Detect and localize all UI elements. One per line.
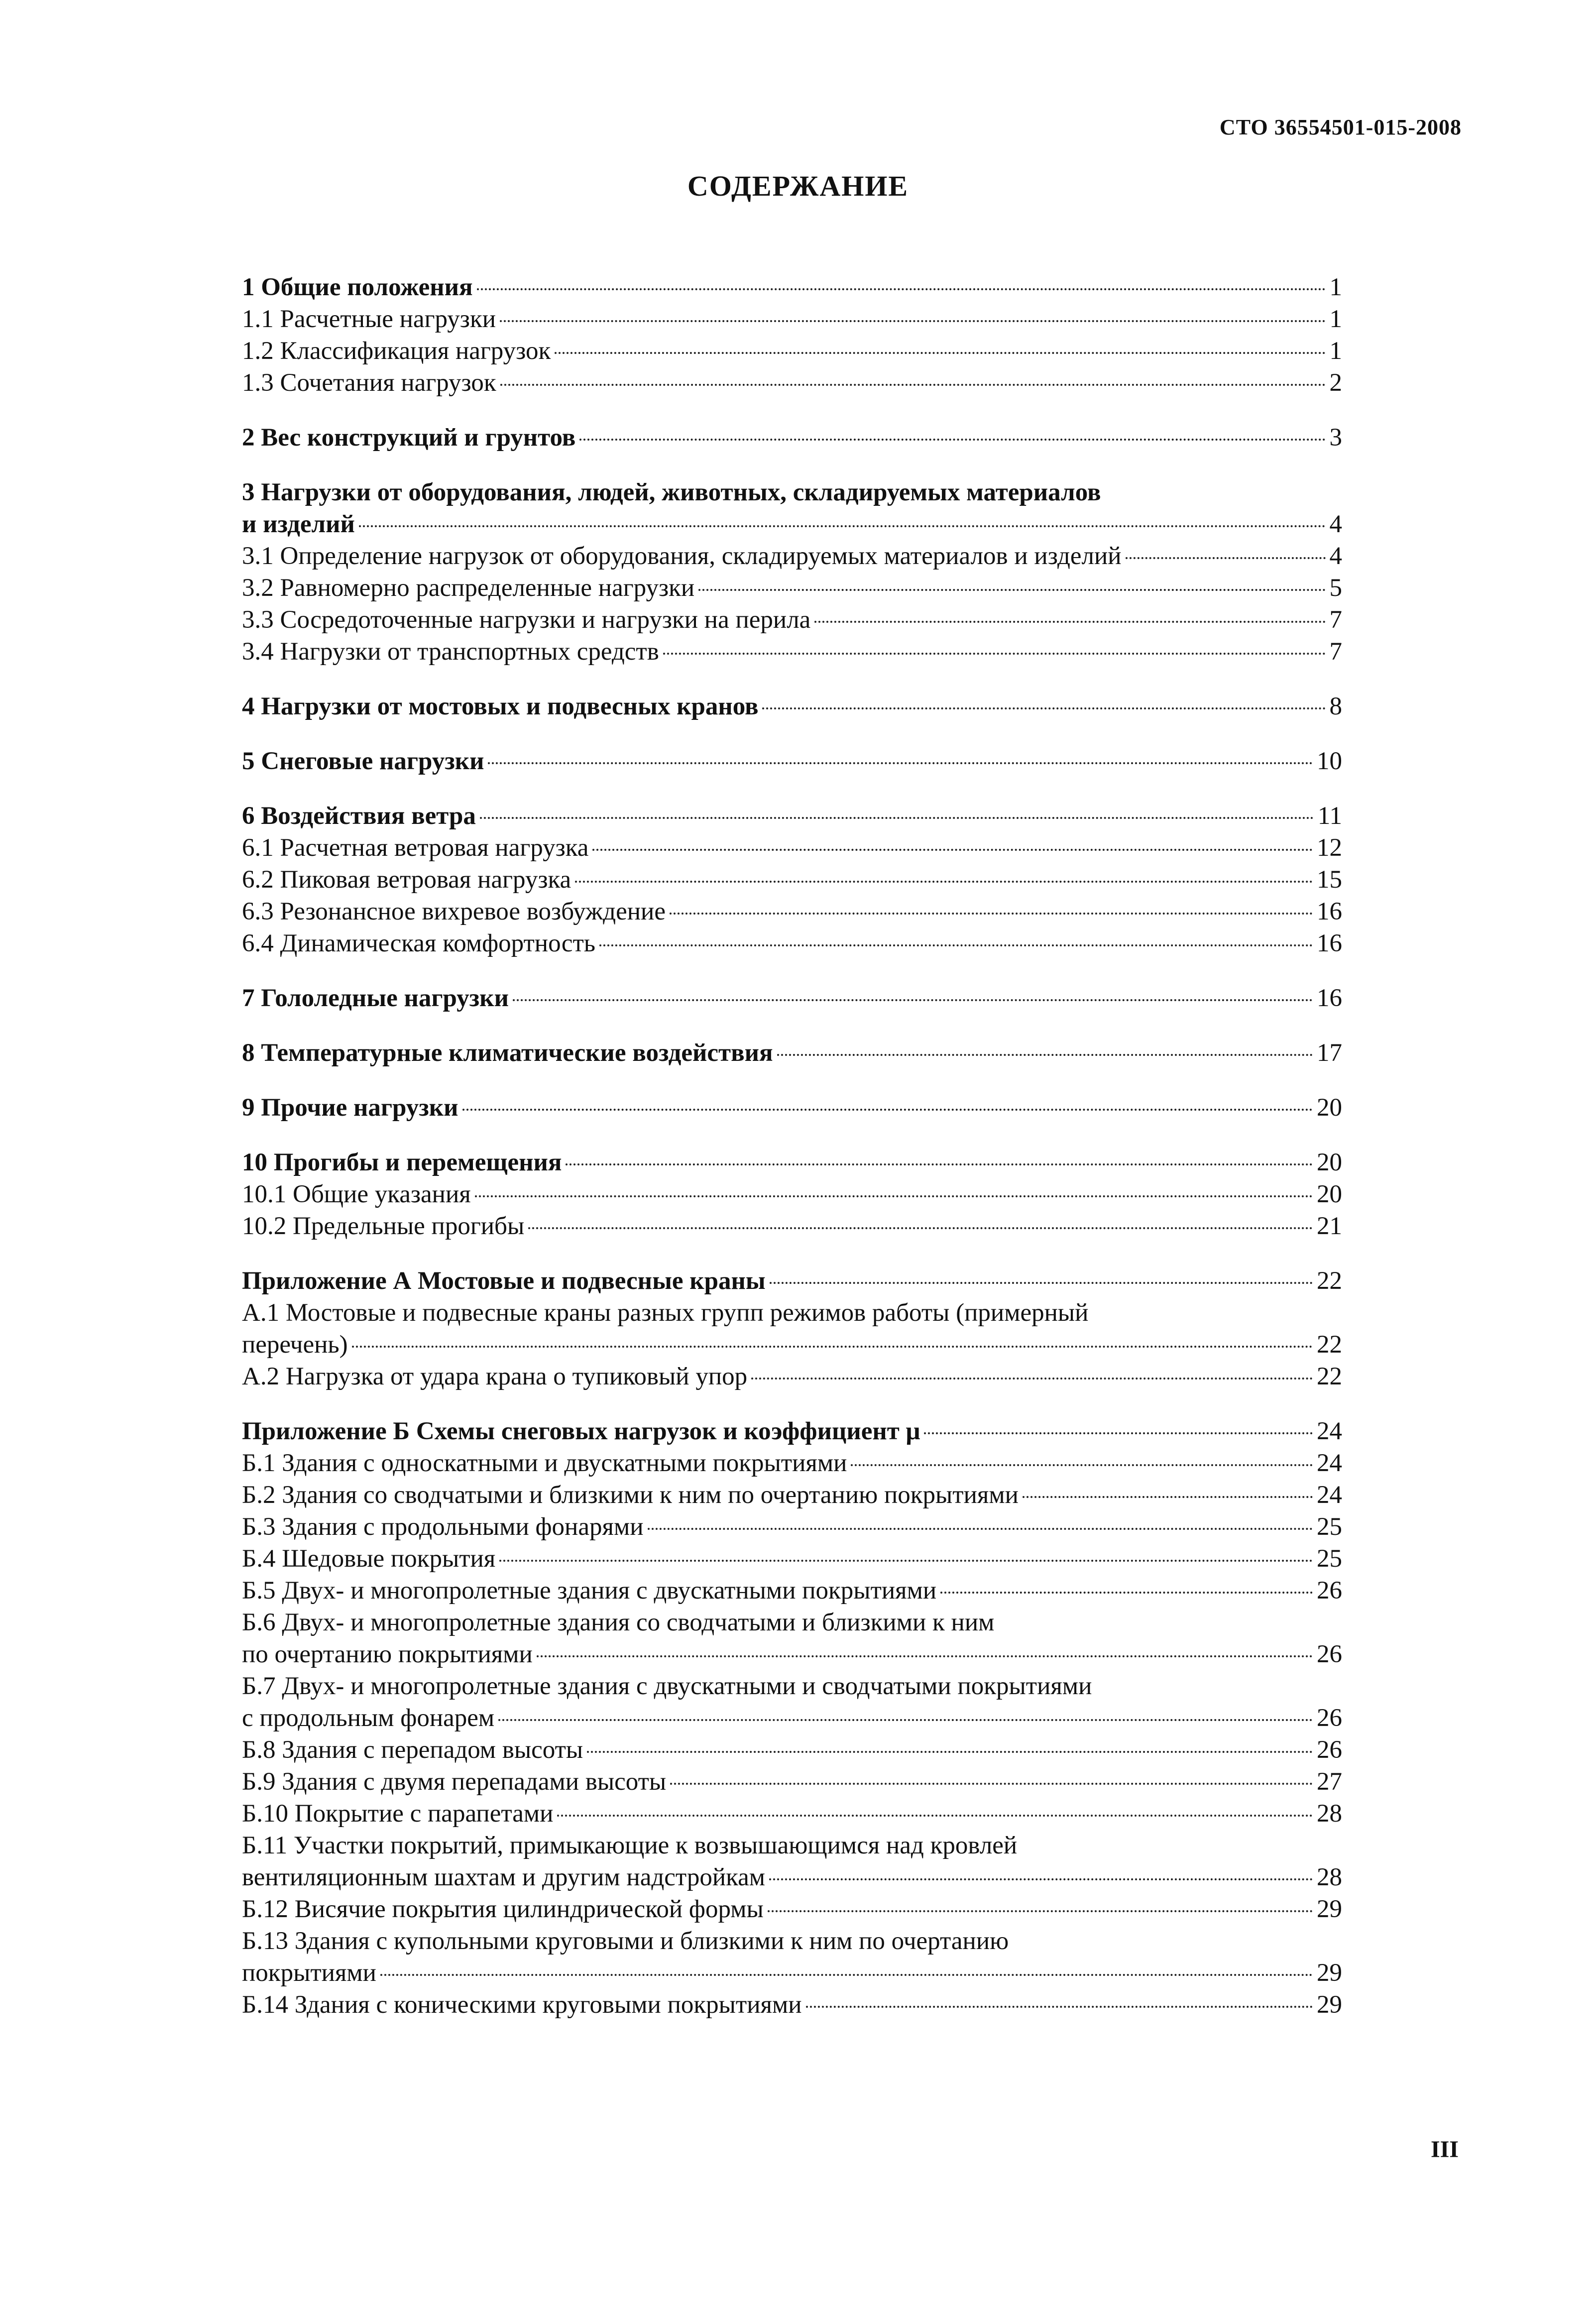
toc-entry-label: 6.2 Пиковая ветровая нагрузка bbox=[242, 866, 571, 894]
toc-entry-page: 25 bbox=[1317, 1545, 1342, 1573]
toc-entry-label: 8 Температурные климатические воздействия bbox=[242, 1039, 773, 1067]
toc-entry-label: покрытиями bbox=[242, 1959, 376, 1987]
toc-entry[interactable] bbox=[242, 1861, 1342, 1893]
page-title: СОДЕРЖАНИЕ bbox=[687, 170, 909, 202]
toc-entry-page: 25 bbox=[1317, 1513, 1342, 1541]
dot-leader bbox=[768, 1910, 1313, 1912]
toc-entry-page: 28 bbox=[1317, 1800, 1342, 1828]
toc-entry-label: 6 Воздействия ветра bbox=[242, 802, 476, 830]
dot-leader bbox=[769, 1878, 1313, 1880]
toc-entry-label: 3.3 Сосредоточенные нагрузки и нагрузки на перила bbox=[242, 606, 811, 634]
dot-leader bbox=[814, 621, 1325, 623]
toc-entry-label: 3.1 Определение нагрузок от оборудования, складируемых материалов и изделий bbox=[242, 542, 1122, 570]
dot-leader bbox=[587, 1751, 1313, 1753]
toc-entry[interactable] bbox=[242, 1798, 1342, 1830]
toc-entry[interactable] bbox=[242, 982, 1342, 1014]
dot-leader bbox=[762, 707, 1325, 709]
dot-leader bbox=[579, 439, 1325, 441]
toc-entry-label: вентиляционным шахтам и другим надстройкам bbox=[242, 1863, 766, 1891]
toc-entry[interactable] bbox=[242, 1734, 1342, 1766]
toc-entry-page: 20 bbox=[1317, 1149, 1342, 1176]
toc-entry-page: 1 bbox=[1329, 273, 1342, 301]
toc-entry-line: Б.13 Здания с купольными круговыми и близкими к ним по очертанию bbox=[242, 1927, 1009, 1955]
toc-entry-page: 22 bbox=[1317, 1267, 1342, 1295]
toc-entry-label: 6.4 Динамическая комфортность bbox=[242, 929, 596, 957]
toc-entry[interactable] bbox=[242, 1479, 1342, 1511]
dot-leader bbox=[499, 1560, 1313, 1562]
toc-entry[interactable] bbox=[242, 422, 1342, 454]
dot-leader bbox=[575, 881, 1313, 883]
dot-leader bbox=[359, 525, 1326, 527]
dot-leader bbox=[380, 1974, 1313, 1976]
toc-entry[interactable] bbox=[242, 1210, 1342, 1242]
toc-entry[interactable] bbox=[242, 1037, 1342, 1069]
toc-entry-label: 1.2 Классификация нагрузок bbox=[242, 337, 551, 365]
toc-entry[interactable] bbox=[242, 540, 1342, 572]
toc-entry-label: 1.1 Расчетные нагрузки bbox=[242, 305, 496, 333]
dot-leader bbox=[513, 999, 1313, 1001]
toc-entry[interactable] bbox=[242, 1511, 1342, 1543]
toc-entry-line: А.1 Мостовые и подвесные краны разных групп режимов работы (примерный bbox=[242, 1299, 1089, 1327]
dot-leader bbox=[477, 288, 1326, 290]
toc-entry[interactable] bbox=[242, 1893, 1342, 1925]
toc-entry-label: 9 Прочие нагрузки bbox=[242, 1094, 458, 1122]
dot-leader bbox=[940, 1592, 1313, 1594]
toc-entry-page: 11 bbox=[1317, 802, 1342, 830]
document-code: СТО 36554501-015-2008 bbox=[1219, 115, 1462, 139]
toc-entry[interactable] bbox=[242, 1957, 1342, 1989]
toc-entry-page: 26 bbox=[1317, 1704, 1342, 1732]
toc-entry-label: 3.2 Равномерно распределенные нагрузки bbox=[242, 574, 695, 602]
toc-entry[interactable] bbox=[242, 1575, 1342, 1607]
toc-entry-label: 6.1 Расчетная ветровая нагрузка bbox=[242, 834, 589, 862]
dot-leader bbox=[851, 1464, 1313, 1466]
toc-entry-label: Б.10 Покрытие с парапетами bbox=[242, 1800, 554, 1828]
toc-entry-label: и изделий bbox=[242, 510, 355, 538]
toc-entry-page: 15 bbox=[1317, 866, 1342, 894]
toc-entry-label: А.2 Нагрузка от удара крана о тупиковый упор bbox=[242, 1363, 748, 1390]
toc-entry[interactable] bbox=[242, 1766, 1342, 1798]
toc-entry-label: 10 Прогибы и перемещения bbox=[242, 1149, 562, 1176]
toc-entry-page: 26 bbox=[1317, 1736, 1342, 1764]
toc-entry-page: 2 bbox=[1329, 369, 1342, 397]
toc-entry-label: перечень) bbox=[242, 1331, 348, 1359]
toc-entry-page: 20 bbox=[1317, 1094, 1342, 1122]
dot-leader bbox=[498, 1719, 1313, 1721]
toc-entry-page: 24 bbox=[1317, 1481, 1342, 1509]
toc-entry-label: 7 Гололедные нагрузки bbox=[242, 984, 509, 1012]
toc-entry-label: Б.1 Здания с односкатными и двускатными покрытиями bbox=[242, 1449, 847, 1477]
toc-entry-page: 1 bbox=[1329, 337, 1342, 365]
toc-entry[interactable] bbox=[242, 1329, 1342, 1361]
dot-leader bbox=[698, 589, 1325, 591]
dot-leader bbox=[500, 320, 1325, 322]
toc-entry-page: 4 bbox=[1329, 542, 1342, 570]
toc-entry[interactable] bbox=[242, 1415, 1342, 1447]
toc-entry-line: Б.11 Участки покрытий, примыкающие к возвышающимся над кровлей bbox=[242, 1832, 1018, 1859]
toc-entry-page: 22 bbox=[1317, 1363, 1342, 1390]
table-of-contents bbox=[242, 271, 1342, 2021]
toc-entry[interactable] bbox=[242, 1638, 1342, 1670]
dot-leader bbox=[462, 1109, 1313, 1111]
dot-leader bbox=[663, 653, 1326, 655]
toc-entry-label: Приложение Б Схемы снеговых нагрузок и коэффициент μ bbox=[242, 1417, 920, 1445]
toc-entry-label: Б.2 Здания со сводчатыми и близкими к ним по очертанию покрытиями bbox=[242, 1481, 1019, 1509]
toc-entry-page: 29 bbox=[1317, 1991, 1342, 2019]
toc-entry-page: 24 bbox=[1317, 1417, 1342, 1445]
toc-entry-label: 2 Вес конструкций и грунтов bbox=[242, 424, 576, 452]
toc-entry-page: 3 bbox=[1329, 424, 1342, 452]
toc-entry[interactable] bbox=[242, 1447, 1342, 1479]
toc-entry-label: по очертанию покрытиями bbox=[242, 1640, 533, 1668]
toc-entry[interactable] bbox=[242, 864, 1342, 896]
toc-entry[interactable] bbox=[242, 335, 1342, 367]
toc-entry-label: 3.4 Нагрузки от транспортных средств bbox=[242, 638, 659, 666]
toc-entry-page: 26 bbox=[1317, 1577, 1342, 1605]
page-number: III bbox=[1430, 2136, 1459, 2163]
toc-entry-page: 29 bbox=[1317, 1959, 1342, 1987]
toc-entry[interactable] bbox=[242, 303, 1342, 335]
toc-entry-page: 28 bbox=[1317, 1863, 1342, 1891]
dot-leader bbox=[770, 1282, 1313, 1284]
toc-entry[interactable] bbox=[242, 896, 1342, 927]
toc-entry[interactable] bbox=[242, 1265, 1342, 1297]
toc-entry[interactable] bbox=[242, 745, 1342, 777]
toc-entry-page: 26 bbox=[1317, 1640, 1342, 1668]
toc-entry-page: 1 bbox=[1329, 305, 1342, 333]
dot-leader bbox=[751, 1378, 1313, 1380]
toc-entry[interactable] bbox=[242, 367, 1342, 399]
toc-entry-label: 6.3 Резонансное вихревое возбуждение bbox=[242, 898, 666, 925]
dot-leader bbox=[500, 384, 1326, 386]
toc-entry-line: 3 Нагрузки от оборудования, людей, животных, складируемых материалов bbox=[242, 478, 1101, 506]
toc-entry-label: 10.1 Общие указания bbox=[242, 1180, 471, 1208]
toc-entry-label: 5 Снеговые нагрузки bbox=[242, 747, 484, 775]
toc-entry-page: 16 bbox=[1317, 929, 1342, 957]
dot-leader bbox=[1126, 557, 1326, 559]
toc-entry-label: 4 Нагрузки от мостовых и подвесных кранов bbox=[242, 692, 759, 720]
toc-entry[interactable] bbox=[242, 572, 1342, 604]
toc-entry-label: Б.12 Висячие покрытия цилиндрической формы bbox=[242, 1895, 764, 1923]
toc-entry-page: 16 bbox=[1317, 898, 1342, 925]
dot-leader bbox=[555, 352, 1325, 354]
dot-leader bbox=[537, 1655, 1313, 1657]
dot-leader bbox=[599, 944, 1313, 946]
toc-entry[interactable] bbox=[242, 1361, 1342, 1392]
toc-entry-label: Б.3 Здания с продольными фонарями bbox=[242, 1513, 644, 1541]
toc-entry-page: 24 bbox=[1317, 1449, 1342, 1477]
toc-entry[interactable] bbox=[242, 1989, 1342, 2021]
toc-entry-page: 22 bbox=[1317, 1331, 1342, 1359]
toc-entry-line: Б.6 Двух- и многопролетные здания со сводчатыми и близкими к ним bbox=[242, 1609, 995, 1636]
dot-leader bbox=[528, 1227, 1313, 1229]
toc-entry-page: 10 bbox=[1317, 747, 1342, 775]
toc-entry-label: 1 Общие положения bbox=[242, 273, 473, 301]
toc-entry[interactable] bbox=[242, 1092, 1342, 1124]
dot-leader bbox=[592, 849, 1313, 851]
dot-leader bbox=[806, 2006, 1313, 2008]
toc-entry-label: 1.3 Сочетания нагрузок bbox=[242, 369, 496, 397]
dot-leader bbox=[670, 913, 1313, 915]
toc-entry[interactable] bbox=[242, 1178, 1342, 1210]
toc-entry-page: 29 bbox=[1317, 1895, 1342, 1923]
dot-leader bbox=[557, 1815, 1313, 1817]
toc-entry[interactable] bbox=[242, 691, 1342, 722]
toc-entry[interactable] bbox=[242, 604, 1342, 636]
toc-entry-label: Б.4 Шедовые покрытия bbox=[242, 1545, 496, 1573]
toc-entry-line: Б.7 Двух- и многопролетные здания с двускатными и сводчатыми покрытиями bbox=[242, 1672, 1092, 1700]
toc-entry-page: 16 bbox=[1317, 984, 1342, 1012]
toc-entry[interactable] bbox=[242, 1543, 1342, 1575]
dot-leader bbox=[924, 1432, 1313, 1434]
dot-leader bbox=[777, 1054, 1313, 1056]
toc-entry-page: 8 bbox=[1329, 692, 1342, 720]
dot-leader bbox=[475, 1195, 1313, 1197]
toc-entry-label: с продольным фонарем bbox=[242, 1704, 495, 1732]
dot-leader bbox=[480, 817, 1314, 819]
toc-entry-label: Б.14 Здания с коническими круговыми покрытиями bbox=[242, 1991, 802, 2019]
toc-entry[interactable] bbox=[242, 636, 1342, 668]
toc-entry[interactable] bbox=[242, 832, 1342, 864]
dot-leader bbox=[1023, 1496, 1313, 1498]
toc-entry[interactable] bbox=[242, 800, 1342, 832]
toc-entry-label: Б.8 Здания с перепадом высоты bbox=[242, 1736, 583, 1764]
dot-leader bbox=[352, 1346, 1313, 1348]
toc-entry-page: 12 bbox=[1317, 834, 1342, 862]
dot-leader bbox=[648, 1528, 1313, 1530]
dot-leader bbox=[670, 1783, 1313, 1785]
toc-entry-label: Б.9 Здания с двумя перепадами высоты bbox=[242, 1768, 667, 1796]
toc-entry-label: Б.5 Двух- и многопролетные здания с двускатными покрытиями bbox=[242, 1577, 937, 1605]
toc-entry-page: 20 bbox=[1317, 1180, 1342, 1208]
toc-entry-page: 17 bbox=[1317, 1039, 1342, 1067]
toc-entry-page: 27 bbox=[1317, 1768, 1342, 1796]
toc-entry[interactable] bbox=[242, 927, 1342, 959]
toc-entry-label: Приложение А Мостовые и подвесные краны bbox=[242, 1267, 766, 1295]
toc-entry-page: 4 bbox=[1329, 510, 1342, 538]
toc-entry-page: 21 bbox=[1317, 1212, 1342, 1240]
dot-leader bbox=[488, 762, 1313, 764]
toc-entry-label: 10.2 Предельные прогибы bbox=[242, 1212, 525, 1240]
dot-leader bbox=[566, 1163, 1313, 1165]
toc-entry[interactable] bbox=[242, 271, 1342, 303]
toc-entry[interactable] bbox=[242, 1147, 1342, 1178]
toc-entry-page: 5 bbox=[1329, 574, 1342, 602]
toc-entry[interactable] bbox=[242, 1702, 1342, 1734]
toc-entry-page: 7 bbox=[1329, 638, 1342, 666]
toc-entry[interactable] bbox=[242, 508, 1342, 540]
toc-entry-page: 7 bbox=[1329, 606, 1342, 634]
